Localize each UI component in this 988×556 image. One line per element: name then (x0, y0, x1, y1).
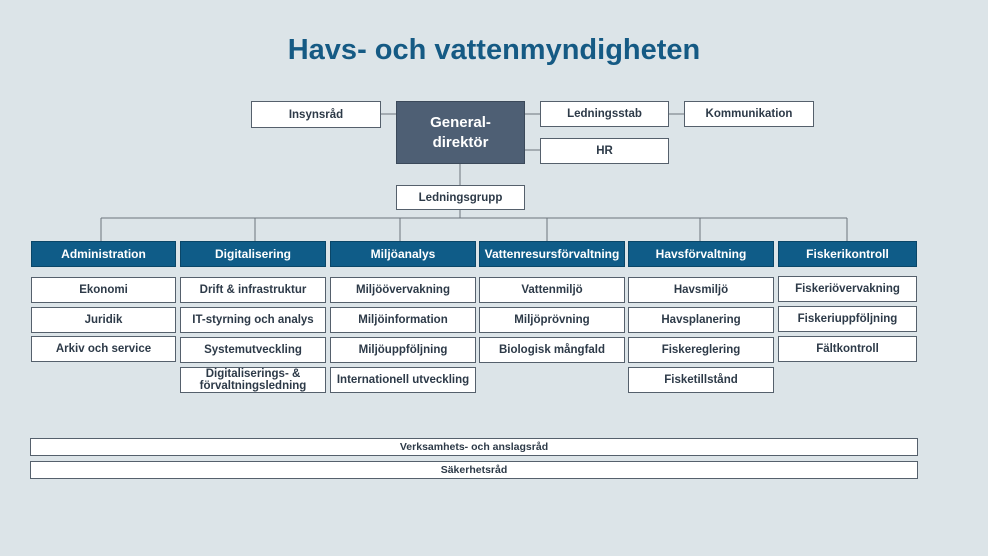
unit-box (628, 277, 774, 303)
department-name: Miljöanalys (370, 247, 436, 261)
unit-label: Systemutveckling (204, 344, 302, 356)
generaldirektor-box (396, 101, 525, 164)
unit-label: Ekonomi (79, 284, 128, 296)
unit-box (778, 306, 917, 332)
unit-label: Fiskeriövervakning (795, 283, 900, 295)
unit-box (778, 336, 917, 362)
unit-box (628, 367, 774, 393)
verksamhets-och-anslagsrad-box (30, 438, 918, 456)
unit-label: Biologisk mångfald (498, 344, 606, 356)
ledningsstab-label: Ledningsstab (567, 108, 642, 120)
unit-label: Miljöuppföljning (358, 344, 448, 356)
department-name: Fiskerikontroll (806, 247, 889, 261)
unit-box (479, 307, 625, 333)
hr-box (540, 138, 669, 164)
unit-box (479, 337, 625, 363)
generaldirektor-label-line1: General- (430, 113, 491, 131)
department-name: Digitalisering (214, 247, 291, 261)
sakerhetsrad-box (30, 461, 918, 479)
kommunikation-box (684, 101, 814, 127)
unit-box (180, 277, 326, 303)
unit-label: Vattenmiljö (521, 284, 583, 296)
unit-label: Fältkontroll (816, 343, 879, 355)
unit-label: Fiskereglering (661, 344, 741, 356)
unit-label: Juridik (84, 314, 123, 326)
department-header-miljoanalys (330, 241, 476, 267)
unit-label: Miljöprövning (514, 314, 590, 326)
ledningsgrupp-label: Ledningsgrupp (418, 191, 503, 204)
generaldirektor-label-line2: direktör (432, 133, 489, 151)
unit-box (628, 307, 774, 333)
insynsrad-label: Insynsråd (288, 108, 344, 121)
unit-label: Havsplanering (661, 314, 741, 326)
unit-label: Miljöövervakning (356, 284, 450, 296)
verksamhets-och-anslagsrad-label: Verksamhets- och anslagsråd (399, 441, 549, 453)
department-header-havsforvaltning (628, 241, 774, 267)
unit-box (330, 337, 476, 363)
unit-box (180, 307, 326, 333)
unit-box (778, 276, 917, 302)
unit-box (31, 336, 176, 362)
unit-label: IT-styrning och analys (192, 314, 314, 326)
unit-label: Miljöinformation (358, 314, 448, 326)
unit-box (628, 337, 774, 363)
kommunikation-label: Kommunikation (705, 108, 793, 120)
department-header-fiskerikontroll (778, 241, 917, 267)
unit-label: Digitaliserings- & förvaltningsledning (199, 368, 307, 392)
department-header-vattenresursforvaltning (479, 241, 625, 267)
unit-label: Internationell utveckling (336, 374, 470, 386)
sakerhetsrad-label: Säkerhetsråd (440, 464, 508, 476)
unit-label: Arkiv och service (55, 343, 152, 355)
department-header-digitalisering (180, 241, 326, 267)
department-name: Administration (61, 247, 146, 261)
unit-box (31, 307, 176, 333)
ledningsstab-box (540, 101, 669, 127)
unit-box (180, 337, 326, 363)
unit-label: Havsmiljö (673, 284, 729, 296)
hr-label: HR (596, 145, 613, 157)
insynsrad-box (251, 101, 381, 128)
unit-label: Fiskeriuppföljning (797, 313, 898, 325)
unit-box (479, 277, 625, 303)
department-header-administration (31, 241, 176, 267)
department-name: Vattenresursförvaltning (484, 247, 620, 261)
ledningsgrupp-box (396, 185, 525, 210)
unit-label: Fisketillstånd (664, 374, 738, 386)
unit-box (330, 307, 476, 333)
page-title: Havs- och vattenmyndigheten (287, 34, 701, 66)
unit-box (330, 277, 476, 303)
unit-label: Drift & infrastruktur (199, 284, 307, 296)
unit-box (330, 367, 476, 393)
unit-box (180, 367, 326, 393)
department-name: Havsförvaltning (655, 247, 747, 261)
unit-box (31, 277, 176, 303)
